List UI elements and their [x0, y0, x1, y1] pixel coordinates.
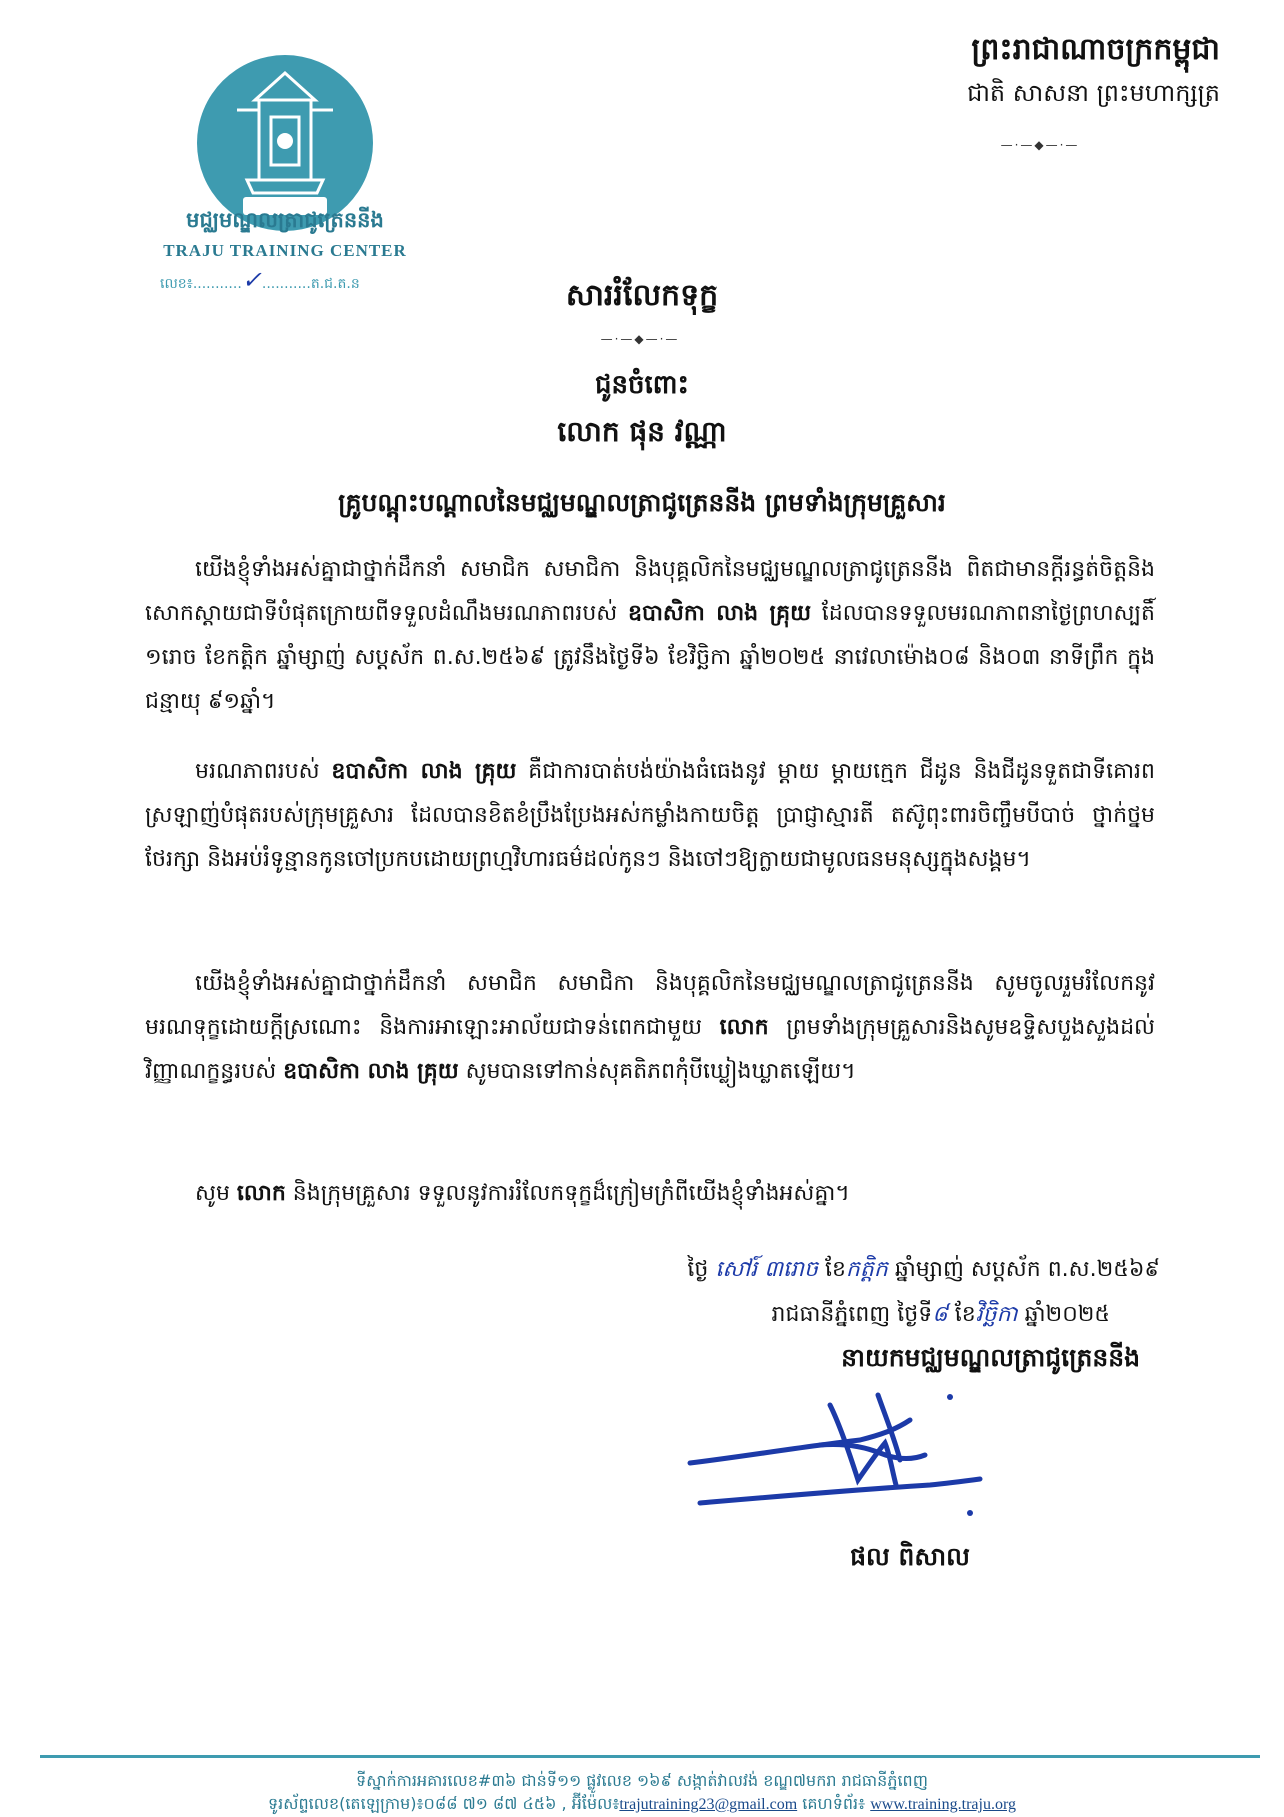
footer-contact: ទូរស័ព្ទលេខ(តេឡេក្រាម)៖០៨៨ ៧១ ៨៧ ៤៥៦ , អ៊ីម៉ែល៖trajutraining23@gmail.com គេហទំព័រ៖ www.training.traju.org [268, 1794, 1016, 1813]
ref-prefix: លេខ៖ [160, 276, 193, 292]
reference-number: លេខ៖...........✓...........ត.ជ.ត.ន [160, 266, 360, 294]
ornament-divider: —·—◆—·— [600, 332, 680, 346]
kingdom-title: ព្រះរាជាណាចក្រកម្ពុជា [971, 32, 1220, 67]
website-link[interactable]: www.training.traju.org [870, 1796, 1016, 1813]
footer-divider [40, 1755, 1260, 1758]
recipient-role: គ្រូបណ្តុះបណ្តាលនៃមជ្ឈមណ្ឌលត្រាជូត្រេននីង ព្រមទាំងក្រុមគ្រួសារ [338, 488, 946, 517]
signer-name: ផល ពិសាល [850, 1542, 970, 1571]
logo-emblem [197, 55, 373, 231]
handwritten-month: វិច្ឆិកា [975, 1302, 1018, 1327]
ref-suffix: ត.ជ.ត.ន [310, 276, 360, 292]
paragraph-2: មរណភាពរបស់ ឧបាសិកា លាង គ្រុយ គឺជាការបាត់បង់យ៉ាងធំធេងនូវ ម្តាយ ម្តាយក្មេក ជីដូន និងជីដូនទួតជាទីគោរពស្រឡាញ់បំផុតរបស់ក្រុមគ្រួសារ ដែលបានខិតខំប្រឹងប្រែងអស់កម្លាំងកាយចិត្ត ប្រាជ្ញាស្មារតី តស៊ូពុះពារចិញ្ចឹមបីបាច់ ថ្នាក់ថ្នម ថែរក្សា និងអប់រំទូន្មានកូនចៅប្រកបដោយព្រហ្មវិហារធម៌ដល់កូនៗ និងចៅៗឱ្យក្លាយជាមូលធនមនុស្សក្នុងសង្គម។ [145, 759, 1156, 872]
addressee-label: ជូនចំពោះ [595, 370, 689, 400]
footer-address: ទីស្នាក់ការអគារលេខ#៣៦ ជាន់ទី១១ ផ្លូវលេខ ១៦៩ សង្កាត់វាលវង់ ខណ្ឌ៧មករា រាជធានីភ្នំពេញ [356, 1771, 928, 1790]
deceased-name: ឧបាសិកា លាង គ្រុយ [331, 759, 517, 784]
paragraph-4: សូម លោក និងក្រុមគ្រួសារ ទទួលនូវការរំលែកទុក្ខដ៏ក្រៀមក្រំពីយើងខ្ញុំទាំងអស់គ្នា។ [195, 1181, 850, 1206]
handwritten-date: ៨ [932, 1302, 948, 1327]
handwritten-signature [680, 1385, 1010, 1535]
solar-date: រាជធានីភ្នំពេញ ថ្ងៃទី៨ ខែវិច្ឆិកា ឆ្នាំ២០២៥ [771, 1302, 1110, 1327]
ornament-divider: —·—◆—·— [1000, 138, 1080, 152]
letter-title: សាររំលែកទុក្ខ [565, 278, 719, 313]
logo-name-en: TRAJU TRAINING CENTER [163, 241, 407, 260]
email-link[interactable]: trajutraining23@gmail.com [619, 1796, 798, 1813]
checkmark-icon: ✓ [241, 266, 262, 294]
lunar-date: ថ្ងៃ សៅរ៍ ៣រោច ខែកត្តិក ឆ្នាំម្សាញ់ សប្តស័ក ព.ស.២៥៦៩ [687, 1257, 1160, 1282]
deceased-name: ឧបាសិកា លាង គ្រុយ [628, 601, 812, 626]
temple-icon [197, 55, 373, 231]
deceased-name: ឧបាសិកា លាង គ្រុយ [283, 1059, 459, 1084]
handwritten-month: កត្តិក [845, 1257, 888, 1282]
national-motto: ជាតិ សាសនា ព្រះមហាក្សត្រ [967, 79, 1220, 107]
handwritten-lunar: ៣រោច [764, 1257, 818, 1282]
paragraph-1: យើងខ្ញុំទាំងអស់គ្នាជាថ្នាក់ដឹកនាំ សមាជិក សមាជិកា និងបុគ្គលិកនៃមជ្ឈមណ្ឌលត្រាជូត្រេននីង ពិតជាមានក្តីរន្ធត់ចិត្តនិងសោកស្តាយជាទីបំផុតក្រោយពីទទួលដំណឹងមរណភាពរបស់ ឧបាសិកា លាង គ្រុយ ដែលបានទទួលមរណភាពនាថ្ងៃព្រហស្បតិ៍ ១រោច ខែកត្តិក ឆ្នាំម្សាញ់ សប្តស័ក ព.ស.២៥៦៩ ត្រូវនឹងថ្ងៃទី៦ ខែវិច្ឆិកា ឆ្នាំ២០២៥ នាវេលាម៉ោង០៨ និង០៣ នាទីព្រឹក ក្នុងជន្មាយុ ៩១ឆ្នាំ។ [145, 557, 1155, 714]
signer-position: នាយកមជ្ឈមណ្ឌលត្រាជូត្រេននីង [841, 1343, 1140, 1372]
logo-name-kh: មជ្ឈមណ្ឌលត្រាជូត្រេននីង [186, 208, 384, 232]
paragraph-3: យើងខ្ញុំទាំងអស់គ្នាជាថ្នាក់ដឹកនាំ សមាជិក សមាជិកា និងបុគ្គលិកនៃមជ្ឈមណ្ឌលត្រាជូត្រេននីង សូមចូលរួមរំលែកនូវមរណទុក្ខដោយក្តីស្រណោះ និងការអាឡោះអាល័យជាទន់ពេកជាមួយ លោក ព្រមទាំងក្រុមគ្រួសារនិងសូមឧទ្ទិសបួងសួងដល់វិញ្ញាណក្ខន្ធរបស់ ឧបាសិកា លាង គ្រុយ សូមបានទៅកាន់សុគតិភពកុំបីឃ្លៀងឃ្លាតឡើយ។ [145, 971, 1155, 1084]
recipient-name: លោក ផុន វណ្ណា [557, 415, 727, 448]
handwritten-day: សៅរ៍ [715, 1257, 758, 1282]
